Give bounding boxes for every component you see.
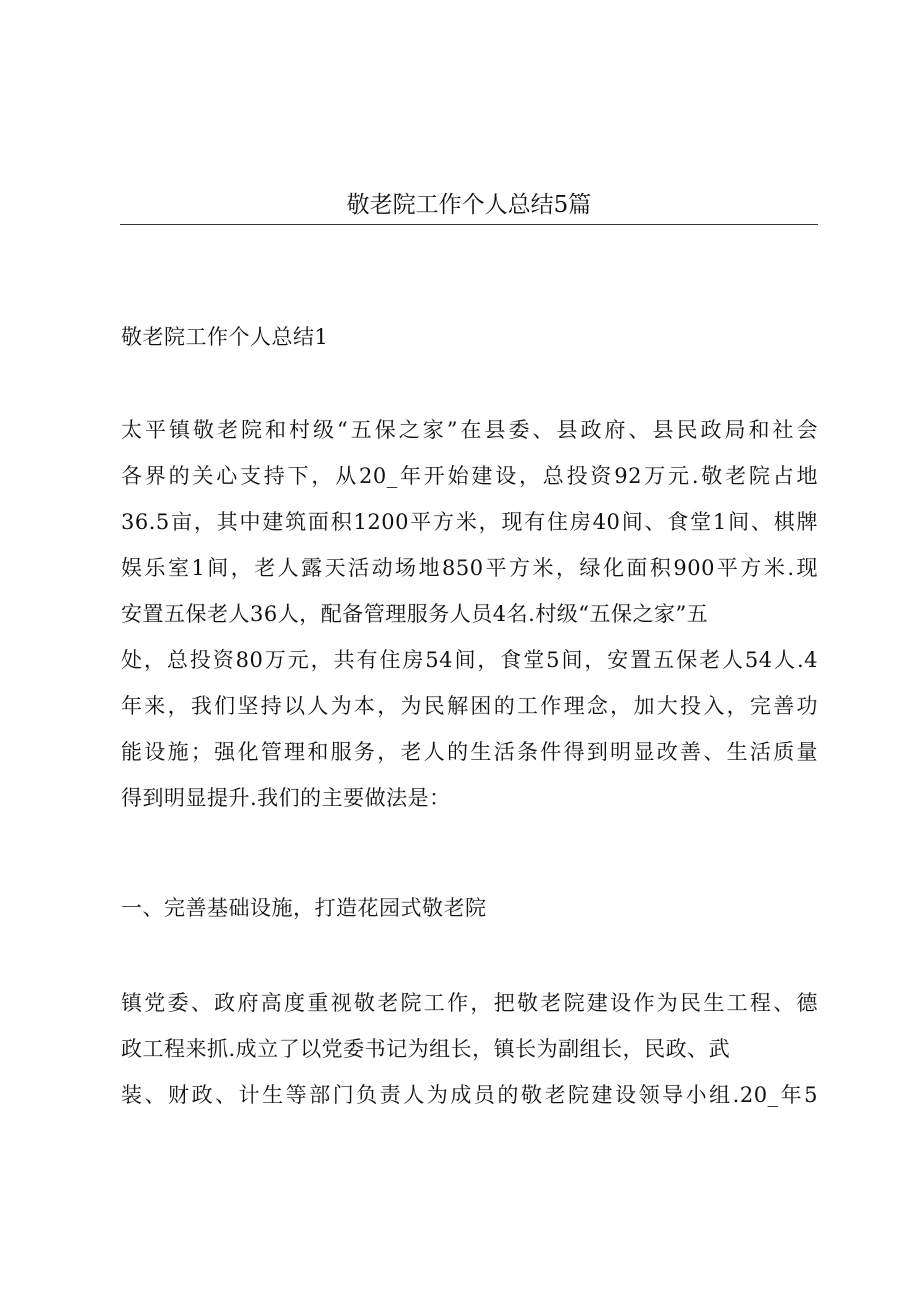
paragraph-line: 政工程来抓.成立了以党委书记为组长，镇长为副组长，民政、武 [121, 1037, 731, 1061]
paragraph-line: 年来，我们坚持以人为本，为民解困的工作理念，加大投入，完善功 [121, 694, 818, 718]
paragraph-line: 装、财政、计生等部门负责人为成员的敬老院建设领导小组.20_年5 [121, 1083, 818, 1107]
paragraph-line: 得到明显提升.我们的主要做法是： [121, 786, 451, 810]
paragraph-line: 镇党委、政府高度重视敬老院工作，把敬老院建设作为民生工程、德 [121, 991, 818, 1015]
paragraph-line: 36.5亩，其中建筑面积1200平方米，现有住房40间、食堂1间、棋牌 [121, 510, 818, 534]
document-title: 敬老院工作个人总结5篇 [120, 188, 818, 225]
paragraph-line: 太平镇敬老院和村级“五保之家”在县委、县政府、县民政局和社会 [121, 418, 818, 442]
subheading: 一、完善基础设施，打造花园式敬老院 [121, 896, 487, 920]
paragraph-line: 各界的关心支持下，从20_年开始建设，总投资92万元.敬老院占地 [121, 464, 818, 488]
paragraph-line: 能设施；强化管理和服务，老人的生活条件得到明显改善、生活质量 [121, 740, 818, 764]
section-title: 敬老院工作个人总结1 [121, 325, 329, 349]
paragraph-line: 安置五保老人36人，配备管理服务人员4名.村级“五保之家”五 [121, 602, 709, 626]
paragraph-line: 娱乐室1间，老人露天活动场地850平方米，绿化面积900平方米.现 [121, 556, 818, 580]
paragraph-line: 处，总投资80万元，共有住房54间，食堂5间，安置五保老人54人.4 [121, 648, 818, 672]
